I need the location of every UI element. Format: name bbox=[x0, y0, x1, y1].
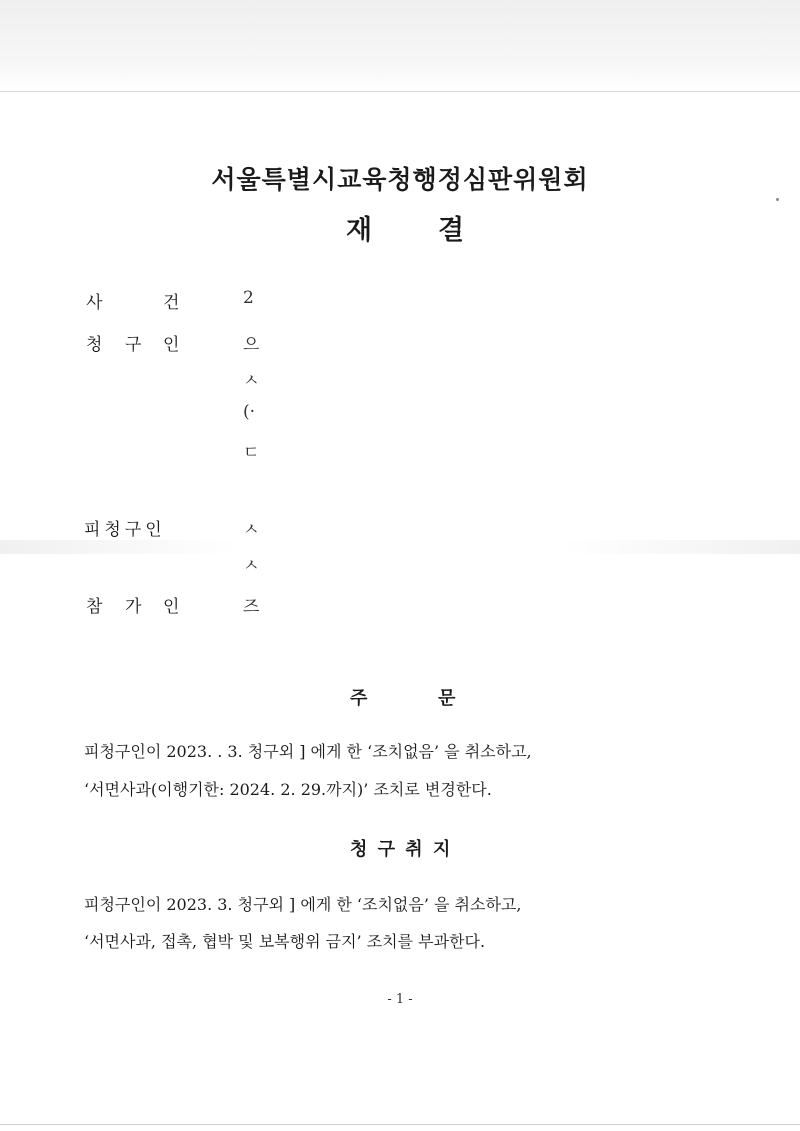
claim-heading: 청 구 취 지 bbox=[350, 839, 453, 860]
claimant-label-char: 인 bbox=[163, 335, 180, 355]
ruling-line-1: 피청구인이 2023. . 3. 청구외 ] 에게 한 ‘조치없음’ 을 취소하고, bbox=[84, 742, 532, 761]
case-label-char: 건 bbox=[163, 293, 180, 313]
respondent-value: ㅅ bbox=[243, 520, 260, 540]
ruling-heading-left: 주 bbox=[350, 688, 368, 709]
organization-title: 서울특별시교육청행정심판위원회 bbox=[211, 165, 589, 194]
intervenor-label-char: 참 bbox=[86, 597, 103, 617]
page-number: - 1 - bbox=[387, 992, 413, 1007]
claim-line-1: 피청구인이 2023. 3. 청구외 ] 에게 한 ‘조치없음’ 을 취소하고, bbox=[84, 895, 522, 914]
claim-line-2: ‘서면사과, 접촉, 협박 및 보복행위 금지’ 조치를 부과한다. bbox=[84, 932, 486, 951]
intervenor-label-char: 인 bbox=[163, 597, 180, 617]
respondent-value: ㅅ bbox=[243, 556, 260, 576]
case-value: 2 bbox=[243, 288, 254, 308]
claimant-value: 으 bbox=[243, 335, 260, 355]
claimant-label-char: 구 bbox=[125, 335, 142, 355]
case-label-char: 사 bbox=[86, 293, 103, 313]
intervenor-value: 즈 bbox=[243, 597, 260, 617]
claimant-value: ㅅ bbox=[243, 371, 260, 391]
respondent-label: 피청구인 bbox=[84, 520, 166, 540]
scan-smudge bbox=[0, 540, 800, 554]
claimant-value: (· bbox=[243, 402, 256, 422]
ruling-line-2: ‘서면사과(이행기한: 2024. 2. 29.까지)’ 조치로 변경한다. bbox=[84, 780, 492, 799]
document-title-left: 재 bbox=[346, 215, 373, 246]
intervenor-label-char: 가 bbox=[125, 597, 142, 617]
claimant-label-char: 청 bbox=[86, 335, 103, 355]
scan-speck bbox=[776, 198, 779, 201]
document-title-right: 결 bbox=[438, 215, 465, 246]
claimant-value: ㄷ bbox=[243, 443, 260, 463]
top-divider bbox=[0, 91, 800, 92]
ruling-heading-right: 문 bbox=[438, 688, 456, 709]
bottom-divider bbox=[0, 1124, 800, 1125]
scan-shadow bbox=[0, 0, 800, 92]
